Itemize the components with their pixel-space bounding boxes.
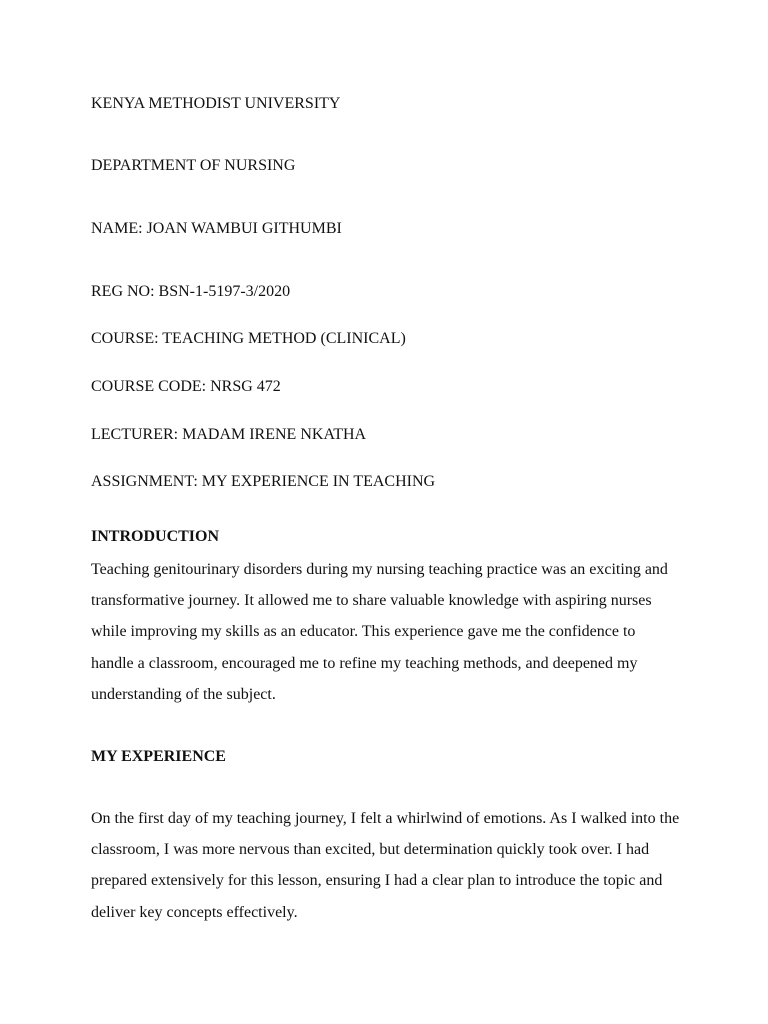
course-title: COURSE: TEACHING METHOD (CLINICAL): [91, 330, 406, 347]
introduction-heading: INTRODUCTION: [91, 528, 220, 545]
experience-heading: MY EXPERIENCE: [91, 748, 226, 765]
registration-number: REG NO: BSN-1-5197-3/2020: [91, 283, 291, 300]
course-code: COURSE CODE: NRSG 472: [91, 378, 281, 395]
university-name: KENYA METHODIST UNIVERSITY: [91, 95, 341, 112]
department-name: DEPARTMENT OF NURSING: [91, 157, 296, 174]
experience-paragraph: On the first day of my teaching journey, I felt a whirlwind of emotions. As I walked into the classroom, I was more nervous than excited, but determination quickly took over. I had prepared extensively for this lesson, ensuring I had a clear plan to introduce the topic and deliver key concepts effectively.: [91, 810, 680, 921]
lecturer-name: LECTURER: MADAM IRENE NKATHA: [91, 426, 367, 443]
introduction-paragraph: Teaching genitourinary disorders during my nursing teaching practice was an exciting and transformative journey. It allowed me to share valuable knowledge with aspiring nurses while improving my skills as an educator. This experience gave me the confidence to handle a classroom, encouraged me to refine my teaching methods, and deepened my understanding of the subject.: [91, 561, 668, 703]
assignment-title: ASSIGNMENT: MY EXPERIENCE IN TEACHING: [91, 473, 436, 490]
student-name: NAME: JOAN WAMBUI GITHUMBI: [91, 220, 342, 237]
